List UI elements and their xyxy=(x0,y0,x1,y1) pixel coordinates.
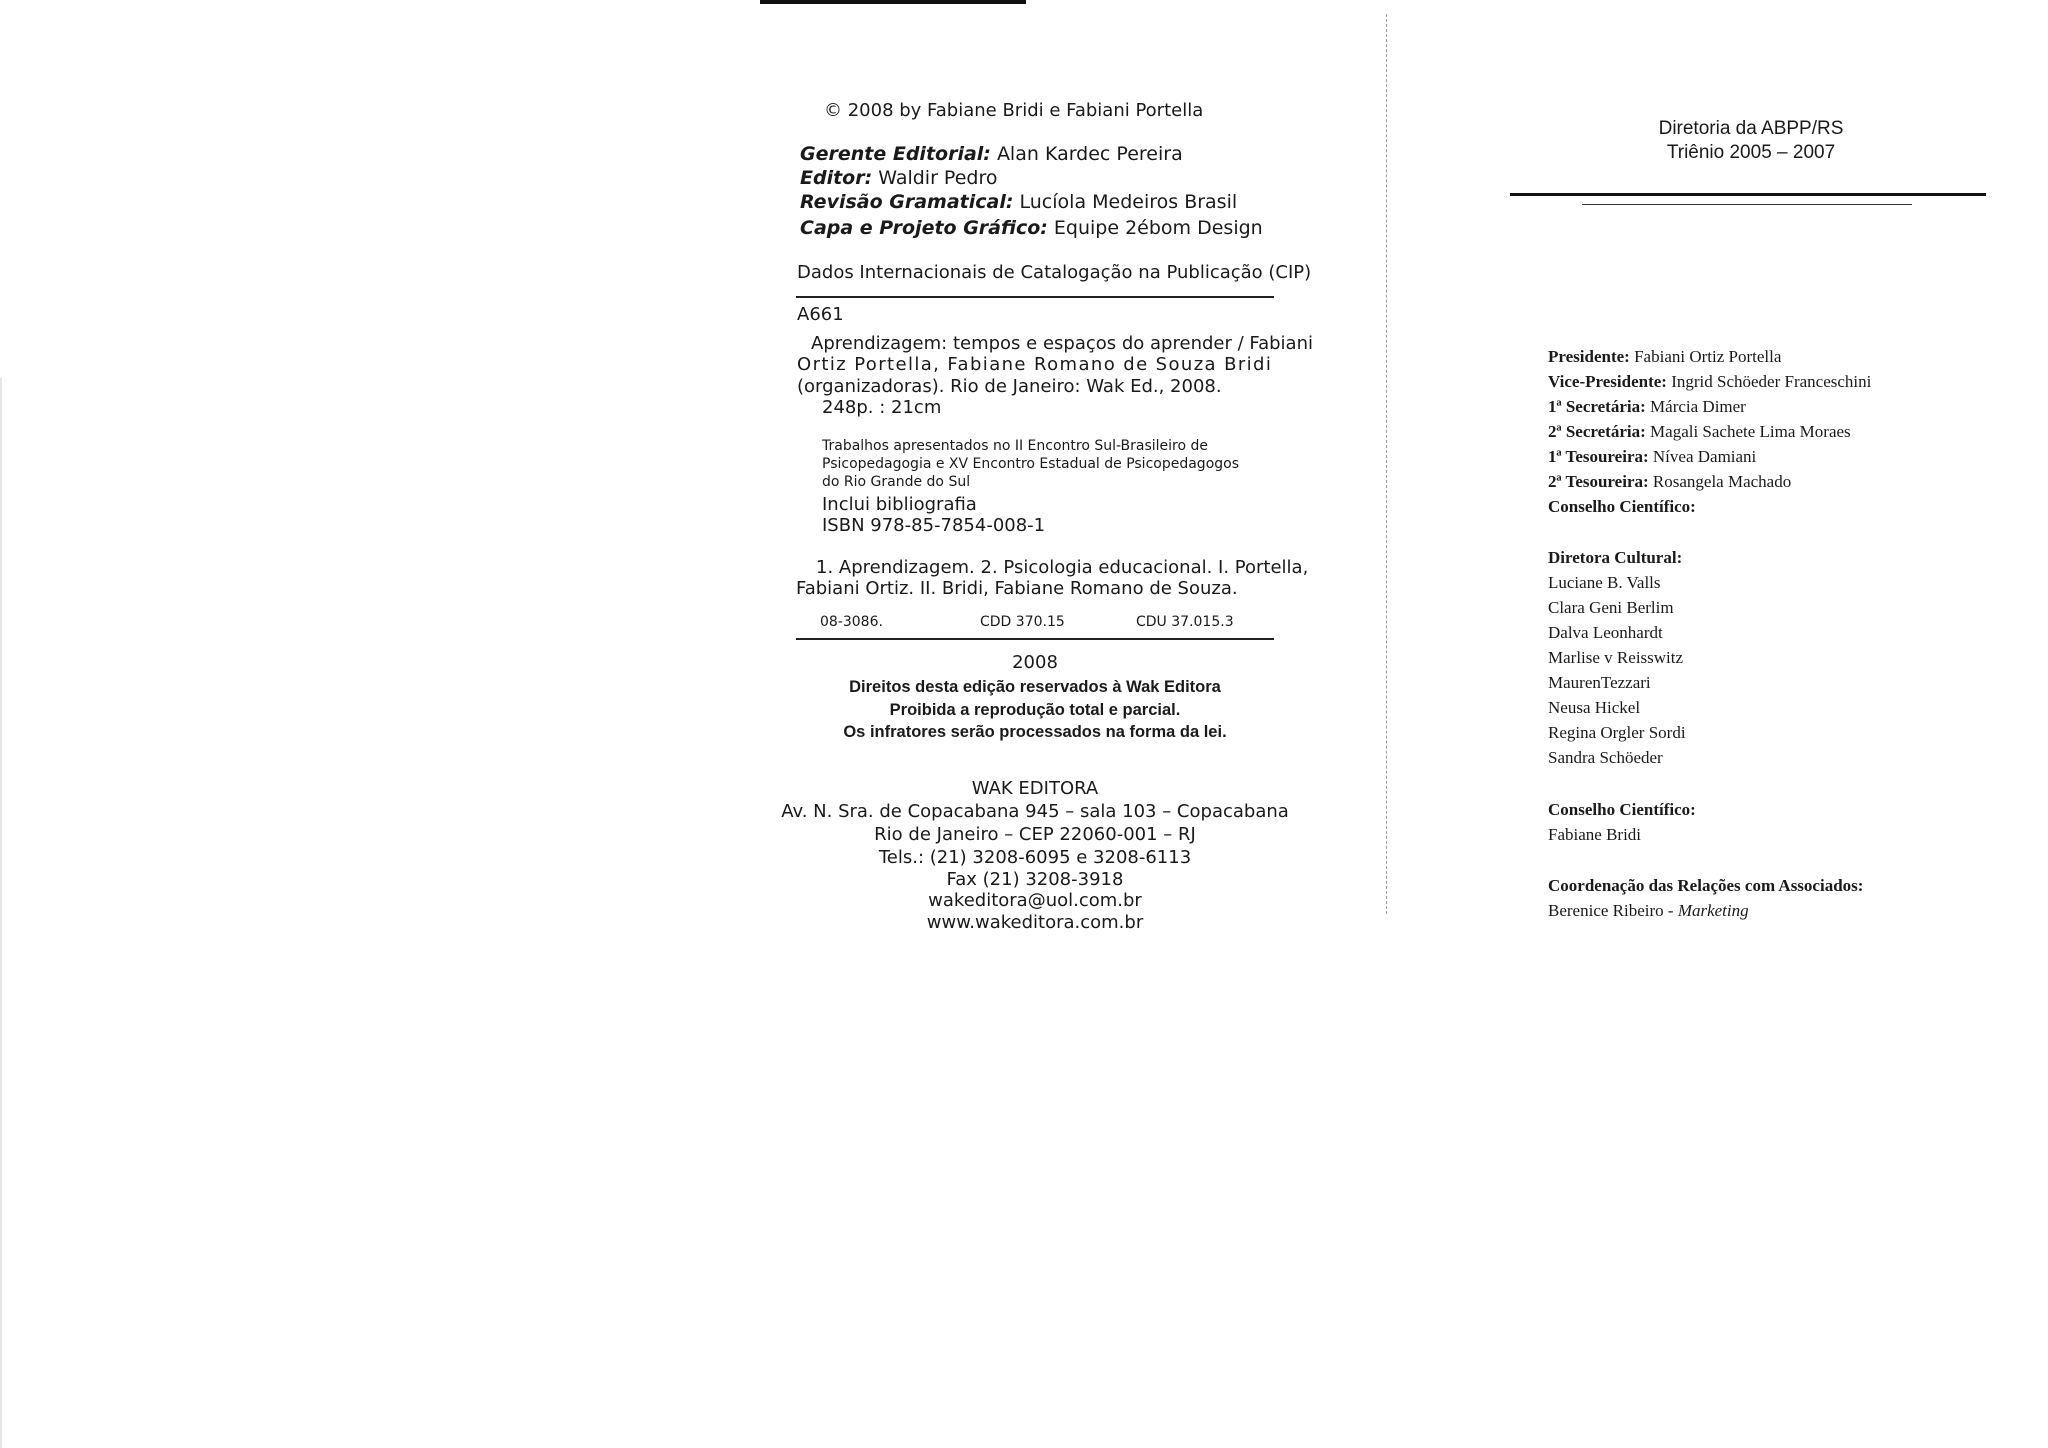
rights-line: Proibida a reprodução total e parcial. xyxy=(889,701,1181,719)
publisher-website: www.wakeditora.com.br xyxy=(926,912,1144,933)
publisher-name: WAK EDITORA xyxy=(971,778,1099,799)
board-member-line xyxy=(1548,472,1791,492)
credit-line xyxy=(800,191,1237,213)
board-member-line xyxy=(1548,347,1781,367)
board-name: Nívea Damiani xyxy=(1652,447,1757,466)
board-name: Magali Sachete Lima Moraes xyxy=(1650,422,1851,441)
header-thick-rule xyxy=(1510,193,1986,196)
credit-label: Gerente Editorial: xyxy=(800,143,991,165)
board-role: 1ª Tesoureira: xyxy=(1548,447,1649,466)
edition-year: 2008 xyxy=(1012,652,1058,673)
board-name: Ingrid Schöeder Franceschini xyxy=(1671,372,1872,391)
publisher-phones: Tels.: (21) 3208-6095 e 3208-6113 xyxy=(878,847,1192,868)
cultural-member: Sandra Schöeder xyxy=(1548,748,1663,767)
scientific-title-text: Conselho Científico: xyxy=(1548,800,1696,819)
publisher-email: wakeditora@uol.com.br xyxy=(928,890,1142,911)
catalog-note-line: Psicopedagogia e XV Encontro Estadual de Psicopedagogos xyxy=(822,456,1239,472)
catalog-bibliography: Inclui bibliografia xyxy=(822,494,977,515)
rights-line: Os infratores serão processados na forma da lei. xyxy=(843,723,1227,741)
cultural-member: Dalva Leonhardt xyxy=(1548,623,1663,642)
copyright-line: © 2008 by Fabiane Bridi e Fabiani Portella xyxy=(824,100,1204,121)
cip-title: Dados Internacionais de Catalogação na Publicação (CIP) xyxy=(797,262,1312,283)
relations-role: Marketing xyxy=(1677,901,1749,920)
publisher-fax: Fax (21) 3208-3918 xyxy=(946,869,1124,890)
credit-line xyxy=(800,167,997,189)
credit-label: Revisão Gramatical: xyxy=(800,191,1014,213)
catalog-note-line: Trabalhos apresentados no II Encontro Sul-Brasileiro de xyxy=(822,438,1209,454)
credit-line xyxy=(800,143,1183,165)
rights-line: Direitos desta edição reservados à Wak Editora xyxy=(849,678,1221,696)
board-role: 1ª Secretária: xyxy=(1548,397,1646,416)
credit-line xyxy=(800,217,1263,239)
catalog-cdd: CDD 370.15 xyxy=(980,614,1065,630)
top-scan-bar xyxy=(760,0,1026,4)
credit-label: Capa e Projeto Gráfico: xyxy=(800,217,1048,239)
board-member-line xyxy=(1548,422,1851,442)
board-role: Conselho Científico: xyxy=(1548,497,1696,516)
credit-label: Editor: xyxy=(800,167,873,189)
board-name: Márcia Dimer xyxy=(1650,397,1746,416)
credit-value: Equipe 2ébom Design xyxy=(1053,217,1263,239)
header-thin-rule xyxy=(1582,204,1912,205)
board-header-line: Diretoria da ABPP/RS xyxy=(1658,118,1844,139)
catalog-isbn: ISBN 978-85-7854-008-1 xyxy=(822,515,1046,536)
board-name: Fabiani Ortiz Portella xyxy=(1634,347,1782,366)
cultural-member: Marlise v Reisswitz xyxy=(1548,648,1684,667)
board-role: Presidente: xyxy=(1548,347,1630,366)
catalog-entry-line: 248p. : 21cm xyxy=(822,397,942,418)
catalog-note-line: do Rio Grande do Sul xyxy=(822,474,971,490)
page-fold-line xyxy=(1386,14,1388,914)
scientific-member: Fabiane Bridi xyxy=(1548,825,1642,844)
board-member-line xyxy=(1548,397,1746,417)
board-member-line xyxy=(1548,497,1696,517)
cultural-title-text: Diretora Cultural: xyxy=(1548,548,1683,567)
scientific-title xyxy=(1548,800,1696,820)
cip-top-rule xyxy=(796,296,1274,298)
relations-name: Berenice Ribeiro - xyxy=(1548,901,1678,920)
relations-title-text: Coordenação das Relações com Associados: xyxy=(1548,876,1864,895)
board-member-line xyxy=(1548,372,1871,392)
catalog-subject-line: Fabiani Ortiz. II. Bridi, Fabiane Romano de Souza. xyxy=(796,578,1238,599)
catalog-entry-line: (organizadoras). Rio de Janeiro: Wak Ed., 2008. xyxy=(797,376,1222,397)
relations-title xyxy=(1548,876,1863,896)
cip-bottom-rule xyxy=(796,638,1274,640)
board-role: 2ª Secretária: xyxy=(1548,422,1646,441)
publisher-address: Av. N. Sra. de Copacabana 945 – sala 103 – Copacabana xyxy=(781,801,1289,822)
publisher-city: Rio de Janeiro – CEP 22060-001 – RJ xyxy=(874,824,1196,845)
credit-value: Alan Kardec Pereira xyxy=(996,143,1183,165)
relations-member xyxy=(1548,901,1749,921)
cultural-member: Regina Orgler Sordi xyxy=(1548,723,1686,742)
catalog-entry-line: Aprendizagem: tempos e espaços do aprender / Fabiani xyxy=(811,333,1313,354)
cultural-title xyxy=(1548,548,1682,568)
board-role: 2ª Tesoureira: xyxy=(1548,472,1649,491)
catalog-subject-line: 1. Aprendizagem. 2. Psicologia educacional. I. Portella, xyxy=(816,557,1309,578)
catalog-entry-line: Ortiz Portella, Fabiane Romano de Souza Bridi xyxy=(797,354,1273,375)
cultural-member: Clara Geni Berlim xyxy=(1548,598,1674,617)
board-role: Vice-Presidente: xyxy=(1548,372,1667,391)
cultural-member: Neusa Hickel xyxy=(1548,698,1641,717)
catalog-cdu: CDU 37.015.3 xyxy=(1136,614,1234,630)
catalog-number: 08-3086. xyxy=(820,614,883,630)
cultural-member: MaurenTezzari xyxy=(1548,673,1651,692)
board-name: Rosangela Machado xyxy=(1652,472,1792,491)
cultural-member: Luciane B. Valls xyxy=(1548,573,1661,592)
scan-edge-line xyxy=(0,378,2,1448)
credit-value: Waldir Pedro xyxy=(878,167,998,189)
credit-value: Lucíola Medeiros Brasil xyxy=(1019,191,1238,213)
board-member-line xyxy=(1548,447,1756,467)
board-header-line: Triênio 2005 – 2007 xyxy=(1666,142,1836,163)
catalog-code: A661 xyxy=(797,304,844,325)
